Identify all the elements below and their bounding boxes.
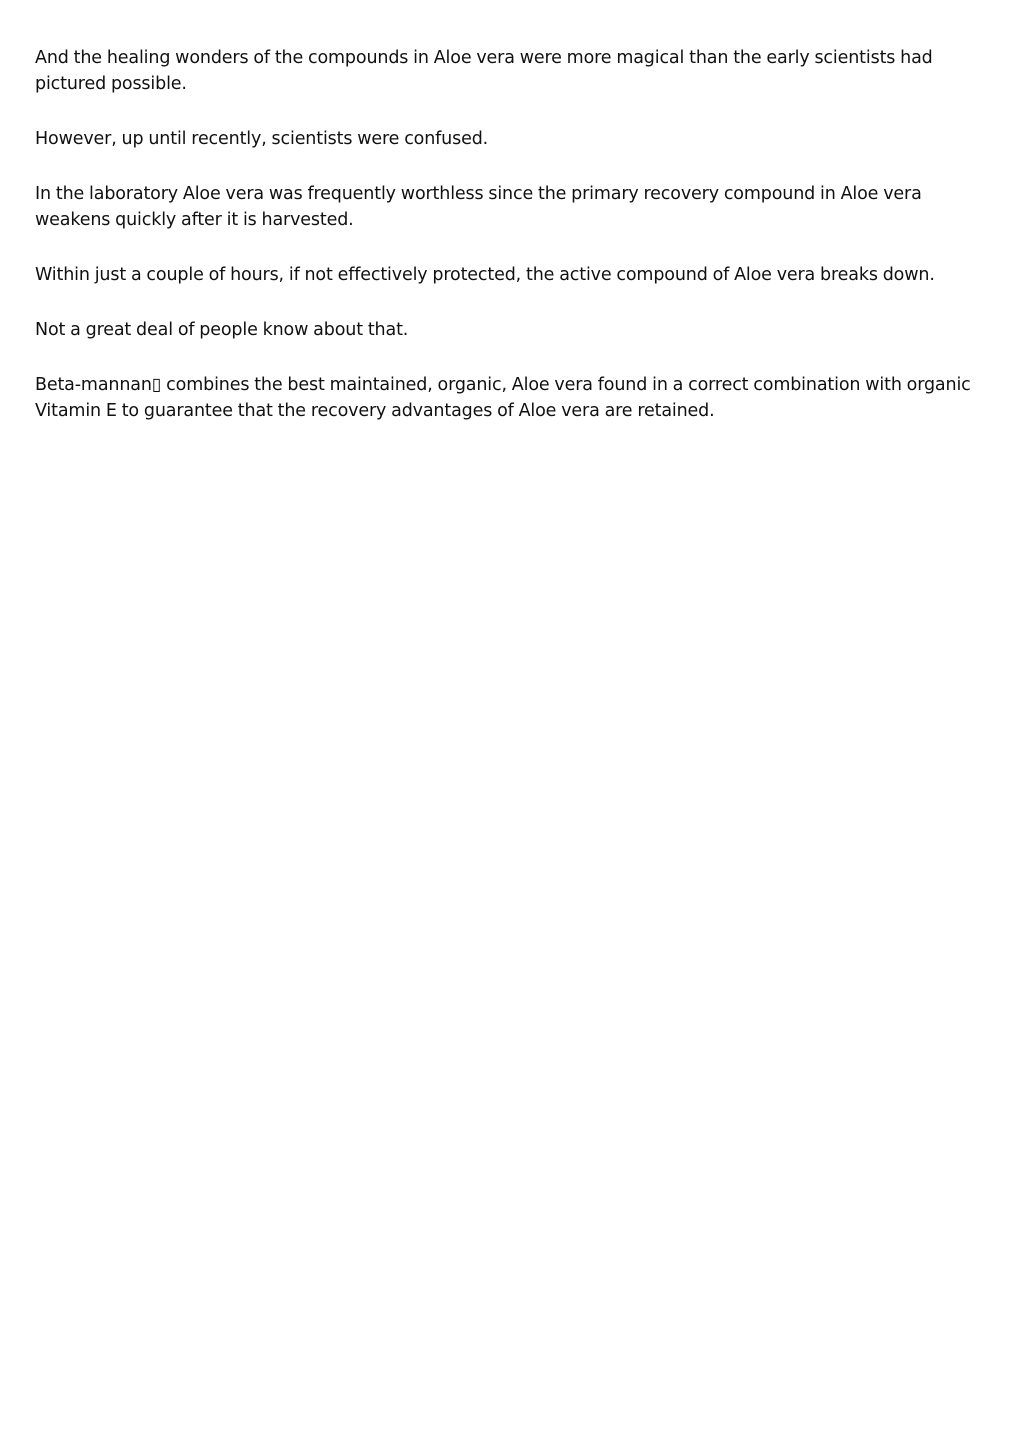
paragraph-5: Not a great deal of people know about that. [35,320,409,340]
paragraph-1: And the healing wonders of the compounds in Aloe vera were more magical than the early scientists had pictured possible. [35,48,933,94]
paragraph-6: Beta-mannan▯ combines the best maintained, organic, Aloe vera found in a correct combination with organic Vitamin E to guarantee that the recovery advantages of Aloe vera are retained. [35,375,971,421]
paragraph-2: However, up until recently, scientists were confused. [35,129,489,149]
paragraph-4: Within just a couple of hours, if not effectively protected, the active compound of Aloe vera breaks down. [35,265,935,285]
paragraph-3: In the laboratory Aloe vera was frequently worthless since the primary recovery compound in Aloe vera weakens quickly after it is harvested. [35,184,922,230]
